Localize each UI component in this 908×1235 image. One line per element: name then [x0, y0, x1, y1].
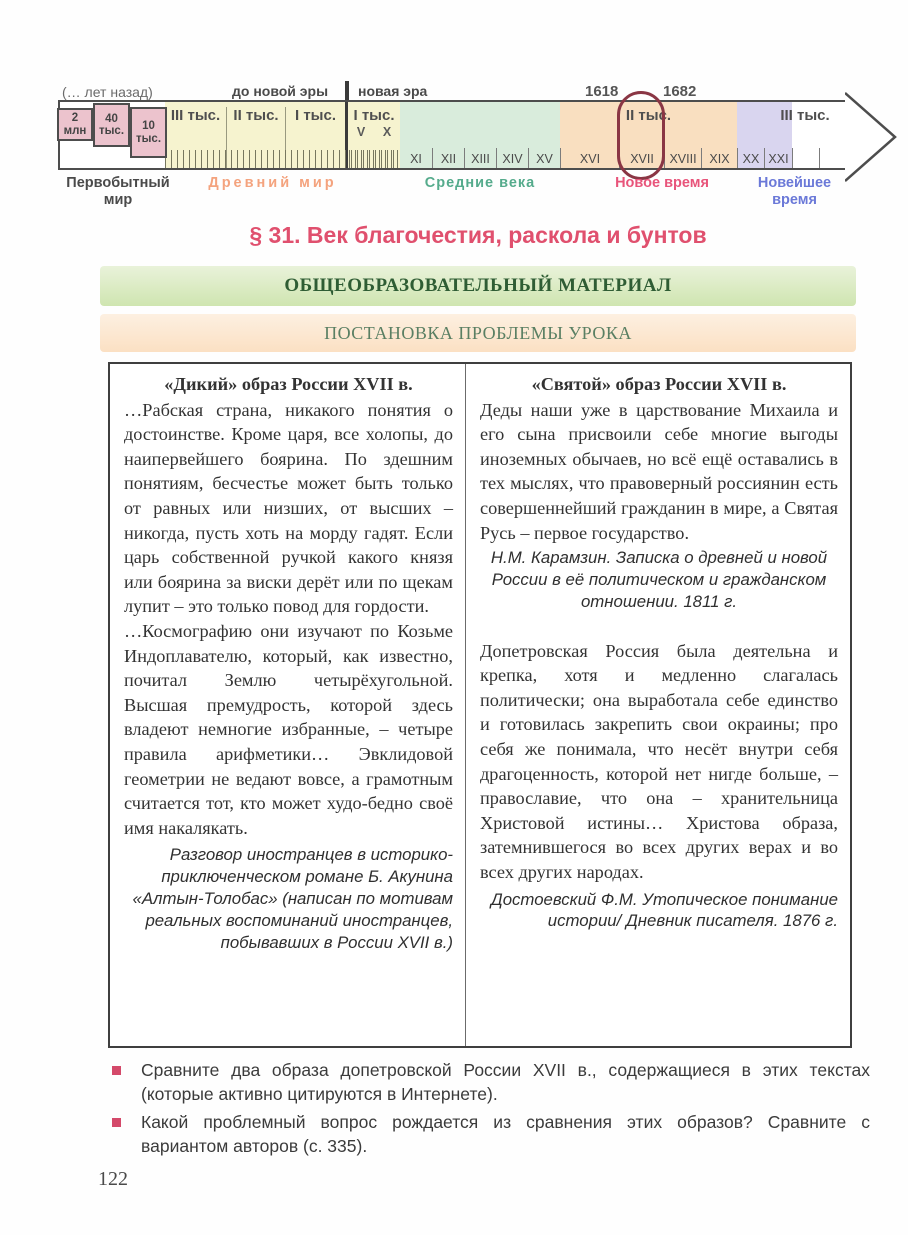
quote-right-paragraph-1: Деды наши уже в царствование Михаила и его сына присвоили себе многие выгоды иноземных обычаев, но всё ещё оставались в тех мыслях, что правоверный россиянин есть совершеннейший гражданин в мире, а Святая Русь – первое государство. [480, 399, 838, 543]
century-xiii: XIII [464, 148, 496, 168]
bc-era-label: до новой эры [232, 83, 329, 99]
millennium-bc-3: III тыс. [165, 107, 227, 168]
quotes-comparison-box [108, 362, 852, 1048]
prehistoric-box-10tys: 10 тыс. [130, 107, 167, 158]
millennium-bc-2: II тыс. [227, 107, 286, 168]
xvii-century-highlight-oval [617, 91, 665, 180]
century-blank-2 [819, 148, 845, 168]
era-divider-bar [345, 81, 349, 100]
quote-left-paragraph-1: …Рабская страна, никакого понятия о достоинстве. Кроме царя, все холопы, до наипервейшего боярина. По здешним понятиям, бесчестье может быть только от равных или низших, от высших – никогда, пусть хоть на морду гадят. Если царь собственной ручкой какого князя или боярина за виски дерёт или по щекам лупит – это только повод для гордости. [124, 399, 453, 617]
century-xxi: XXI [764, 148, 792, 168]
banner-problem-setup: ПОСТАНОВКА ПРОБЛЕМЫ УРОКА [100, 314, 856, 352]
century-v-x-labels [348, 125, 400, 139]
quote-left-heading: «Дикий» образ России XVII в. [164, 374, 413, 394]
century-xvi: XVI [560, 148, 619, 168]
prehistoric-box-40tys: 40 тыс. [93, 103, 130, 147]
question-item-1 [100, 1058, 870, 1106]
era-label-primitive: Первобытный мир [66, 175, 170, 208]
century-xx: XX [737, 148, 764, 168]
quote-right-source-dostoevsky: Достоевский Ф.М. Утопическое понимание истории/ Дневник писателя. 1876 г. [490, 889, 838, 931]
square-bullet-icon [112, 1066, 121, 1075]
prehistoric-box-2mln: 2 млн [57, 108, 93, 141]
millennium-ad-2: II тыс. [625, 107, 672, 124]
century-xv: XV [528, 148, 560, 168]
question-2-text: Какой проблемный вопрос рождается из сравнения этих образов? Сравните с вариантом авторов (с. 335). [141, 1112, 870, 1157]
question-item-2 [100, 1110, 870, 1158]
millennium-ad-1 [348, 107, 400, 139]
timeline-arrowhead-icon [845, 90, 903, 185]
era-label-ancient: Древний мир [208, 175, 337, 191]
millennium-ad-3: III тыс. [780, 107, 830, 124]
ad-era-label: новая эра [358, 83, 428, 99]
quote-column-wild-image [110, 364, 466, 1046]
century-xi: XI [410, 152, 422, 166]
banner-general-material: ОБЩЕОБРАЗОВАТЕЛЬНЫЙ МАТЕРИАЛ [100, 266, 856, 306]
quote-right-heading: «Святой» образ России XVII в. [531, 374, 787, 394]
century-v: V [356, 125, 366, 139]
millennium-bc-1: I тыс. [294, 107, 336, 124]
years-ago-label: (… лет назад) [62, 84, 153, 100]
problem-questions [100, 1058, 870, 1163]
quote-left-source: Разговор иностранцев в историко-приключенческом романе Б. Акунина «Алтын-Толобас» (написан по мотивам реальных воспоминаний иностранцев, побывавших в России XVII в.) [132, 845, 453, 952]
century-xix: XIX [701, 148, 737, 168]
page-number: 122 [98, 1168, 128, 1190]
quote-right-source-karamzin: Н.М. Карамзин. Записка о древней и новой России в её политическом и гражданском отношении. 1811 г. [490, 548, 828, 611]
ad-tick-marks [349, 150, 399, 168]
century-x: X [382, 125, 392, 139]
paragraph-title: § 31. Век благочестия, раскола и бунтов [249, 222, 707, 248]
century-xiv: XIV [496, 148, 528, 168]
timeline-band [58, 100, 845, 170]
spacer [480, 613, 838, 639]
century-xvii: XVII [619, 148, 664, 168]
quote-right-paragraph-2: Допетровская Россия была деятельна и крепка, хотя и медленно слагалась политически; она выработала себе единство и готовилась закрепить свои окраины; про себя же понимала, что несёт внутри себя драгоценность, которой нет нигде больше, – православие, что она – хранительница Христовой истины… Христова образа, затемнившегося во всех других верах и во всех других народах. [480, 640, 838, 882]
question-1-text: Сравните два образа допетровской России XVII в., содержащиеся в этих текстах (которые активно цитируются в Интернете). [141, 1060, 870, 1105]
era-label-contemporary: Новейшее время [757, 175, 832, 208]
century-xviii: XVIII [664, 148, 701, 168]
year-1618-label: 1618 [585, 83, 619, 100]
century-xii: XII [432, 148, 464, 168]
square-bullet-icon [112, 1118, 121, 1127]
era-label-medieval: Средние века [424, 175, 536, 191]
quote-left-paragraph-2: …Космографию они изучают по Козьме Индоплавателю, который, как известно, почитал Землю четырёхугольной. Высшая премудрость, которой здесь владеют немногие избранные, – четыре правила арифметики… Эвклидовой геометрии не ведают вовсе, а грамотным считается тот, кто может худо-бедно своё имя накалякать. [124, 620, 453, 838]
millennium-ad-1-label: I тыс. [353, 107, 395, 124]
quote-column-holy-image [466, 364, 850, 1046]
era-label-modern: Новое время [615, 175, 709, 191]
century-blank-1 [792, 148, 819, 168]
year-1682-label: 1682 [663, 83, 697, 100]
